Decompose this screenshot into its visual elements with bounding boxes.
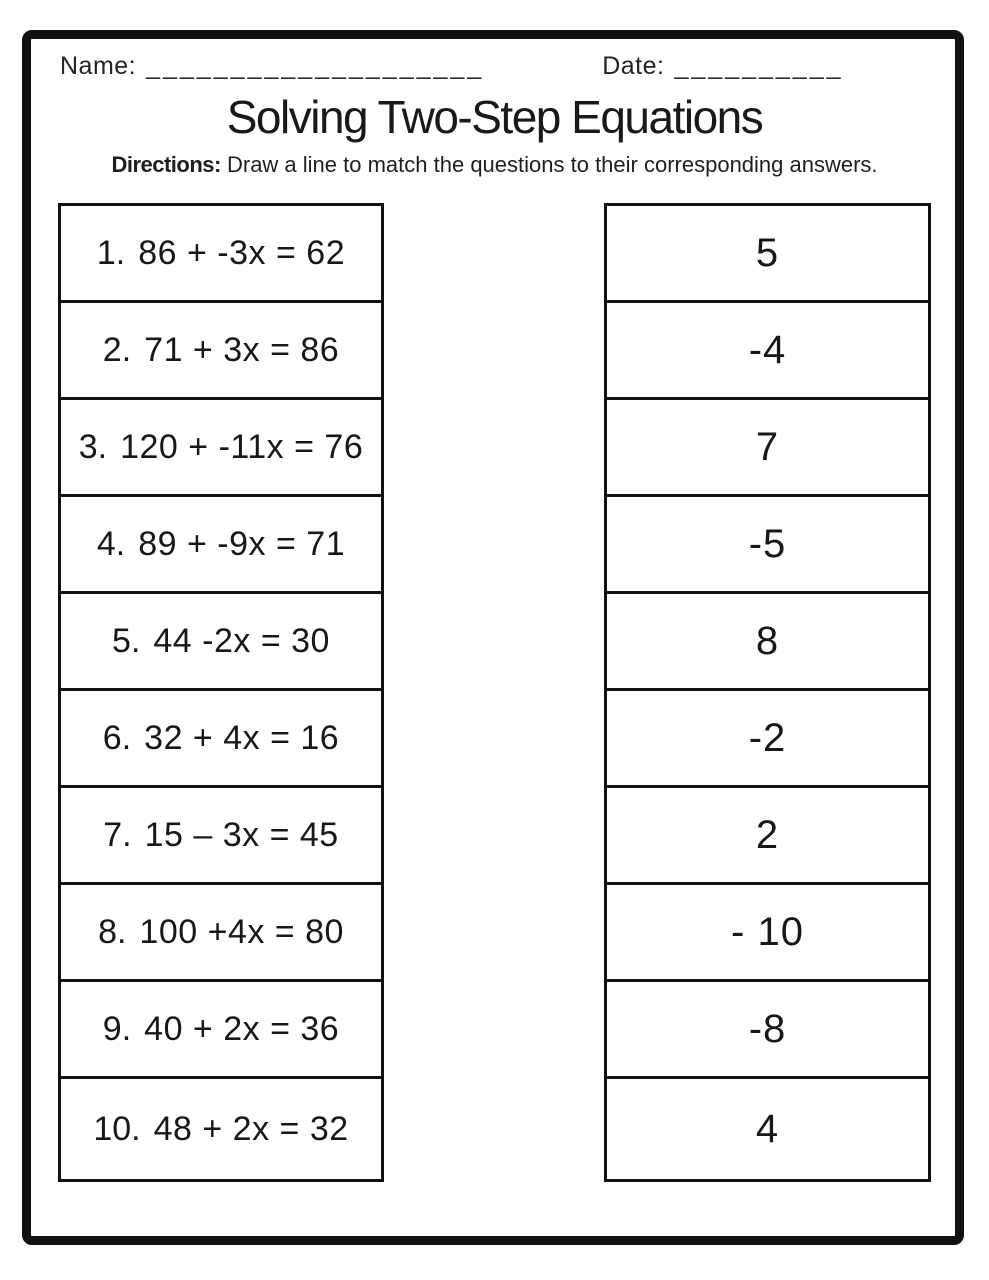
answer-value: 4	[755, 1106, 780, 1151]
question-equation: 44 -2x = 30	[153, 621, 330, 660]
question-equation: 120 + -11x = 76	[120, 427, 364, 466]
answer-row-8	[607, 885, 928, 982]
answer-value: -2	[748, 715, 787, 760]
answer-row-1	[607, 206, 928, 303]
question-row-3	[61, 400, 381, 497]
question-equation: 71 + 3x = 86	[144, 330, 340, 369]
answer-row-6	[607, 691, 928, 788]
answer-value: 2	[755, 812, 780, 857]
name-field	[60, 52, 484, 81]
question-equation: 15 – 3x = 45	[144, 815, 339, 854]
question-number: 6.	[102, 718, 132, 757]
directions-text: Draw a line to match the questions to their corresponding answers.	[226, 152, 878, 177]
answer-value: -8	[748, 1006, 787, 1051]
question-number: 8.	[98, 912, 127, 951]
date-blank-line: __________	[674, 52, 844, 80]
page-title: Solving Two-Step Equations	[226, 91, 763, 143]
question-number: 10.	[93, 1109, 141, 1148]
answer-value: 8	[755, 618, 780, 663]
answer-row-3	[607, 400, 928, 497]
question-equation: 100 +4x = 80	[139, 912, 344, 951]
name-blank-line: ____________________	[146, 52, 485, 80]
question-equation: 40 + 2x = 36	[144, 1009, 340, 1048]
name-label: Name:	[60, 52, 137, 80]
answer-value: - 10	[731, 909, 804, 954]
question-equation: 86 + -3x = 62	[138, 233, 346, 272]
question-row-5	[61, 594, 381, 691]
question-row-8	[61, 885, 381, 982]
question-row-4	[61, 497, 381, 594]
answer-row-10	[607, 1079, 928, 1179]
questions-table	[58, 203, 384, 1182]
question-row-9	[61, 982, 381, 1079]
answer-row-9	[607, 982, 928, 1079]
question-row-1	[61, 206, 381, 303]
question-number: 5.	[112, 621, 141, 660]
answer-row-4	[607, 497, 928, 594]
question-number: 9.	[102, 1009, 132, 1048]
answers-table	[604, 203, 931, 1182]
directions	[0, 152, 989, 178]
answer-row-2	[607, 303, 928, 400]
date-field	[602, 52, 843, 81]
question-row-6	[61, 691, 381, 788]
question-number: 1.	[96, 233, 126, 272]
question-equation: 32 + 4x = 16	[144, 718, 340, 757]
question-row-7	[61, 788, 381, 885]
answer-row-5	[607, 594, 928, 691]
name-date-row	[60, 52, 930, 81]
question-row-10	[61, 1079, 381, 1179]
answer-value: -5	[748, 521, 787, 566]
answer-value: 7	[755, 424, 780, 469]
answer-row-7	[607, 788, 928, 885]
question-equation: 89 + -9x = 71	[138, 524, 346, 563]
directions-label: Directions:	[111, 152, 221, 177]
answer-value: -4	[748, 327, 787, 372]
date-label: Date:	[602, 52, 665, 80]
question-number: 2.	[102, 330, 132, 369]
answer-value: 5	[755, 230, 780, 275]
question-equation: 48 + 2x = 32	[153, 1109, 349, 1148]
question-row-2	[61, 303, 381, 400]
question-number: 3.	[78, 427, 108, 466]
question-number: 4.	[96, 524, 126, 563]
question-number: 7.	[103, 815, 132, 854]
